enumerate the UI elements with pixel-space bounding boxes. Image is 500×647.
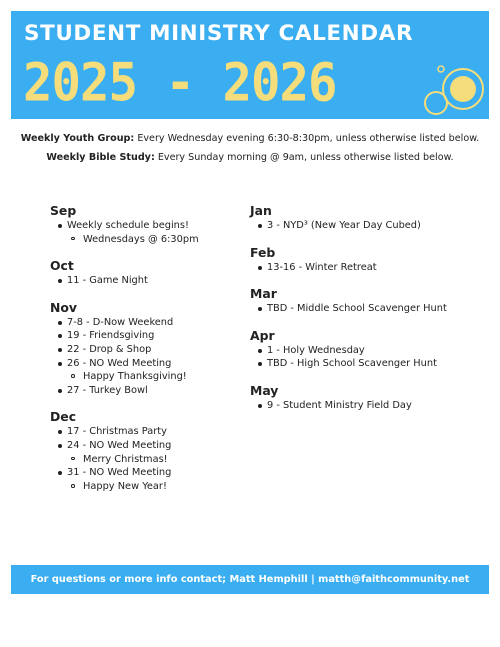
decorative-circles-icon [419, 59, 489, 119]
event-item: 1 - Holy Wednesday [250, 344, 480, 358]
event-list [50, 274, 240, 288]
event-item: 26 - NO Wed Meeting [50, 357, 240, 371]
header-banner [11, 11, 489, 119]
month-heading: Nov [50, 299, 77, 315]
month-block-feb [250, 245, 480, 275]
event-item: 11 - Game Night [50, 274, 240, 288]
month-heading: Jan [250, 203, 272, 218]
event-subitem: Merry Christmas! [50, 453, 240, 467]
event-item: TBD - Middle School Scavenger Hunt [250, 302, 480, 316]
event-item: 19 - Friendsgiving [50, 329, 240, 343]
youth-group-info [0, 133, 500, 144]
month-block-mar [250, 286, 480, 316]
month-block-apr [250, 328, 480, 371]
month-block-may [250, 383, 480, 413]
year-range-title: 2025 - 2026 [23, 52, 337, 114]
event-item: 3 - NYD³ (New Year Day Cubed) [250, 219, 480, 233]
event-list [50, 219, 240, 246]
event-subitem: Happy Thanksgiving! [50, 370, 240, 384]
event-item: TBD - High School Scavenger Hunt [250, 357, 480, 371]
event-subitem: Wednesdays @ 6:30pm [50, 233, 240, 247]
month-block-jan [250, 203, 480, 233]
bible-study-text: Every Sunday morning @ 9am, unless otherwise listed below. [157, 152, 454, 163]
event-list [50, 316, 240, 398]
bible-study-info [0, 152, 500, 163]
event-list [50, 425, 240, 493]
event-item: 31 - NO Wed Meeting [50, 466, 240, 480]
month-heading: Dec [50, 409, 77, 425]
event-item: 22 - Drop & Shop [50, 343, 240, 357]
event-item: 27 - Turkey Bowl [50, 384, 240, 398]
month-block-sep [50, 203, 240, 246]
event-item: 7-8 - D-Now Weekend [50, 316, 240, 330]
month-heading: Oct [50, 258, 74, 274]
month-block-nov [50, 300, 240, 398]
page-title: STUDENT MINISTRY CALENDAR [24, 21, 414, 46]
event-list [250, 302, 480, 316]
month-heading: Feb [250, 244, 276, 260]
month-heading: Sep [50, 203, 77, 218]
event-item: Weekly schedule begins! [50, 219, 240, 233]
month-heading: May [250, 382, 279, 398]
event-list [250, 399, 480, 413]
youth-group-text: Every Wednesday evening 6:30-8:30pm, unless otherwise listed below. [137, 133, 480, 144]
event-list [250, 261, 480, 275]
month-heading: Mar [250, 286, 277, 302]
month-block-oct [50, 258, 240, 288]
contact-text: For questions or more info contact; Matt Hemphill | matth@faithcommunity.net [30, 574, 470, 585]
calendar-column-right [250, 203, 480, 425]
event-item: 24 - NO Wed Meeting [50, 439, 240, 453]
month-block-dec [50, 409, 240, 493]
youth-group-label: Weekly Youth Group: [20, 133, 135, 144]
event-list [250, 344, 480, 371]
event-list [250, 219, 480, 233]
contact-footer [11, 565, 489, 594]
month-heading: Apr [250, 327, 275, 343]
bible-study-label: Weekly Bible Study: [46, 152, 155, 163]
event-subitem: Happy New Year! [50, 480, 240, 494]
calendar-column-left [50, 203, 240, 505]
event-item: 13-16 - Winter Retreat [250, 261, 480, 275]
event-item: 9 - Student Ministry Field Day [250, 399, 480, 413]
event-item: 17 - Christmas Party [50, 425, 240, 439]
